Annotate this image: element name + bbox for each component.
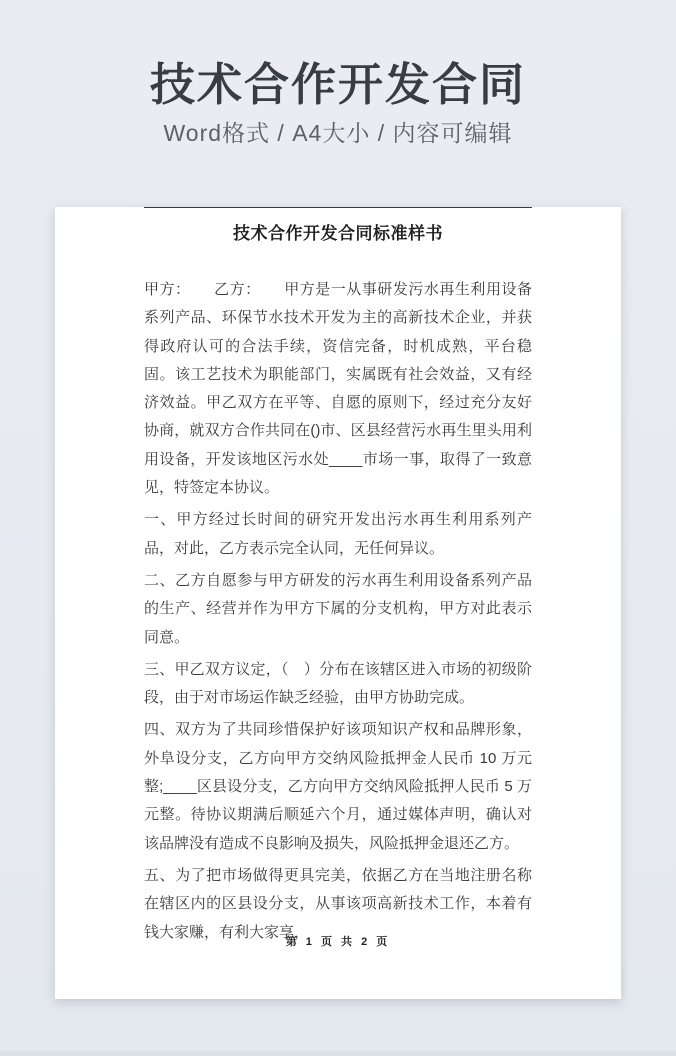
paragraph-clause-4: 四、双方为了共同珍惜保护好该项知识产权和品牌形象，外阜设分支，乙方向甲方交纳风险抵押金人民币 10 万元整;____区县设分支，乙方向甲方交纳风险抵押人民币 5 万元整。待协议期满后顺延六个月，通过媒体声明，确认对该品牌没有造成不良影响及损失，风险抵押金退还乙方。 [144, 721, 532, 852]
page-title: 技术合作开发合同 [149, 59, 526, 110]
title-divider [144, 207, 532, 208]
page-subtitle: Word格式 / A4大小 / 内容可编辑 [163, 120, 513, 146]
paragraph-intro: 甲方： 乙方： 甲方是一从事研发污水再生利用设备系列产品、环保节水技术开发为主的高新技术企业，并获得政府认可的合法手续，资信完备，时机成熟，平台稳固。该工艺技术为职能部门，实属既有社会效益，又有经济效益。甲乙双方在平等、自愿的原则下，经过充分友好协商，就双方合作共同在()市、区县经营污水再生里头用利用设备，开发该地区污水处____市场一事，取得了一致意见，特签定本协议。 [144, 281, 532, 497]
paragraph-clause-5: 五、为了把市场做得更具完美，依据乙方在当地注册名称在辖区内的区县设分支，从事该项高新技术工作，本着有钱大家赚，有利大家享， [144, 866, 532, 941]
document-content [55, 207, 621, 947]
page-number: 第 1 页 共 2 页 [285, 936, 391, 948]
document-body [144, 276, 532, 947]
document-title: 技术合作开发合同标准样书 [233, 224, 443, 243]
bottom-edge [0, 1051, 676, 1056]
document-page [55, 207, 621, 999]
paragraph-clause-1: 一、甲方经过长时间的研究开发出污水再生利用系列产品，对此，乙方表示完全认同，无任何异议。 [144, 511, 532, 557]
paragraph-clause-3: 三、甲乙双方议定，（ ）分布在该辖区进入市场的初级阶段，由于对市场运作缺乏经验，由甲方协助完成。 [144, 660, 532, 707]
paragraph-clause-2: 二、乙方自愿参与甲方研发的污水再生利用设备系列产品的生产、经营并作为甲方下属的分支机构，甲方对此表示同意。 [144, 571, 532, 646]
header-section [0, 0, 676, 145]
